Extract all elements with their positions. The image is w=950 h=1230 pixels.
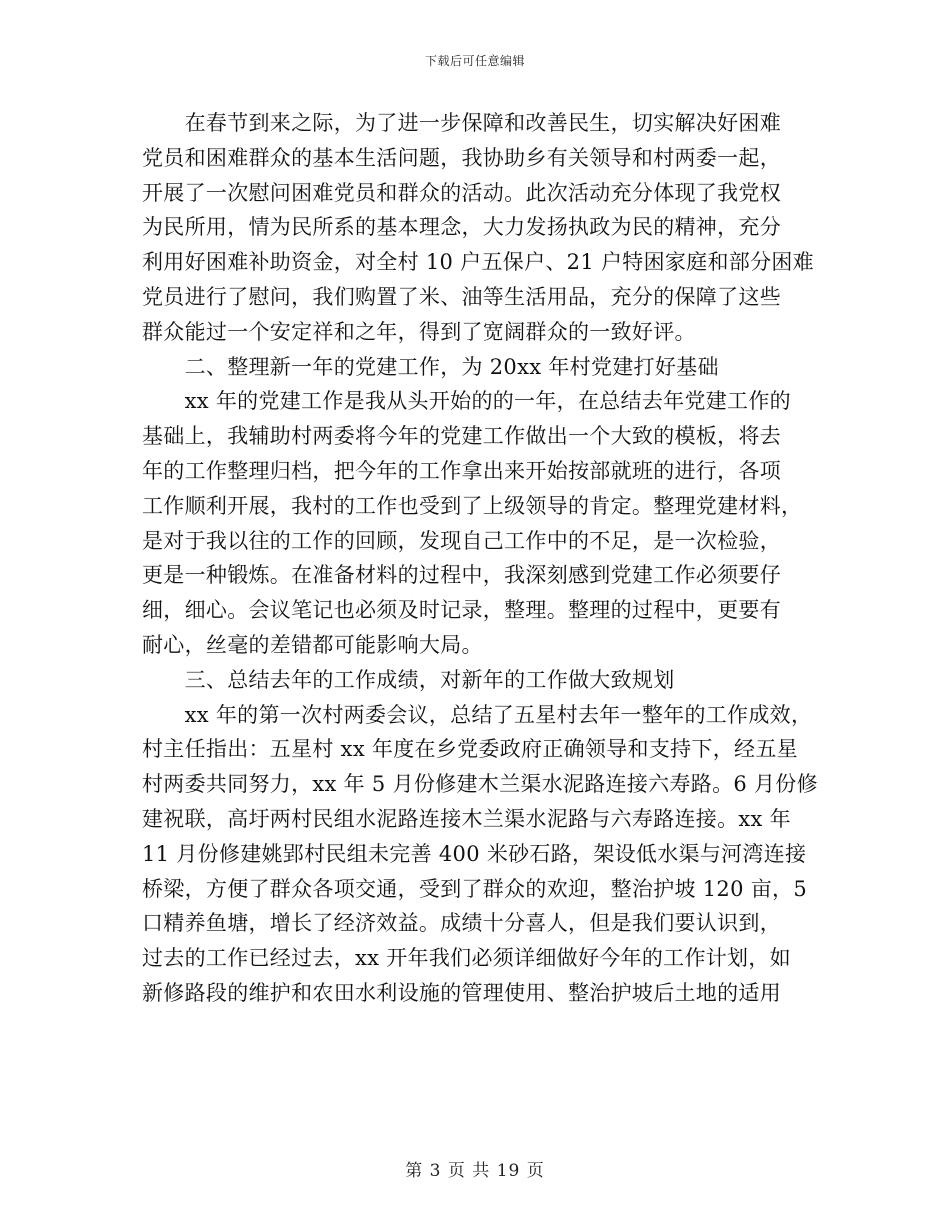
text-line: 党员和困难群众的基本生活问题，我协助乡有关领导和村两委一起，	[142, 145, 781, 170]
section-heading-three	[142, 663, 810, 698]
text-line: xx 年的第一次村两委会议，总结了五星村去年一整年的工作成效，	[142, 702, 813, 727]
text-line: 二、整理新一年的党建工作，为 20xx 年村党建打好基础	[142, 354, 719, 379]
text-line: 党员进行了慰问，我们购置了米、油等生活用品，充分的保障了这些	[142, 284, 781, 309]
text-line: 开展了一次慰问困难党员和群众的活动。此次活动充分体现了我党权	[142, 180, 781, 205]
page-footer: 第 3 页 共 19 页	[405, 1161, 545, 1181]
text-line: 群众能过一个安定祥和之年，得到了宽阔群众的一致好评。	[142, 319, 696, 344]
paragraph-work-summary	[142, 698, 818, 1011]
text-line: 桥梁，方便了群众各项交通，受到了群众的欢迎，整治护坡 120 亩，5	[142, 876, 807, 901]
text-line: 11 月份修建姚郢村民组未完善 400 米砂石路，架设低水渠与河湾连接	[142, 841, 807, 866]
text-line: 利用好困难补助资金，对全村 10 户五保户、21 户特困家庭和部分困难	[142, 250, 814, 275]
paragraph-party-building	[142, 384, 810, 662]
text-line: 三、总结去年的工作成绩，对新年的工作做大致规划	[142, 667, 675, 692]
text-line: 为民所用，情为民所系的基本理念，大力发扬执政为民的精神，充分	[142, 215, 781, 240]
text-line: 工作顺利开展，我村的工作也受到了上级领导的肯定。整理党建材料，	[142, 493, 803, 518]
text-line: 在春节到来之际，为了进一步保障和改善民生，切实解决好困难	[142, 111, 781, 135]
text-line: 过去的工作已经过去，xx 开年我们必须详细做好今年的工作计划，如	[142, 946, 791, 971]
text-line: 是对于我以往的工作的回顾，发现自己工作中的不足，是一次检验，	[142, 528, 781, 553]
text-line: 细，细心。会议笔记也必须及时记录，整理。整理的过程中，更要有	[142, 598, 781, 623]
text-line: 基础上，我辅助村两委将今年的党建工作做出一个大致的模板，将去	[142, 424, 781, 449]
text-line: 建祝联，高圩两村民组水泥路连接木兰渠水泥路与六寿路连接。xx 年	[142, 806, 791, 831]
text-line: 新修路段的维护和农田水利设施的管理使用、整治护坡后土地的适用	[142, 980, 781, 1005]
document-body	[142, 106, 818, 1011]
text-line: xx 年的党建工作是我从头开始的的一年，在总结去年党建工作的	[142, 389, 791, 414]
text-line: 村主任指出：五星村 xx 年度在乡党委政府正确领导和支持下，经五星	[142, 737, 798, 762]
text-line: 耐心，丝毫的差错都可能影响大局。	[142, 632, 483, 657]
text-line: 年的工作整理归档，把今年的工作拿出来开始按部就班的进行，各项	[142, 458, 781, 483]
text-line: 村两委共同努力，xx 年 5 月份修建木兰渠水泥路连接六寿路。6 月份修	[142, 772, 818, 797]
text-line: 更是一种锻炼。在准备材料的过程中，我深刻感到党建工作必须要仔	[142, 563, 781, 588]
paragraph-spring-festival	[142, 106, 814, 350]
page-header: 下载后可任意编辑	[424, 54, 525, 68]
text-line: 口精养鱼塘，增长了经济效益。成绩十分喜人，但是我们要认识到，	[142, 911, 781, 936]
section-heading-two	[142, 350, 810, 385]
